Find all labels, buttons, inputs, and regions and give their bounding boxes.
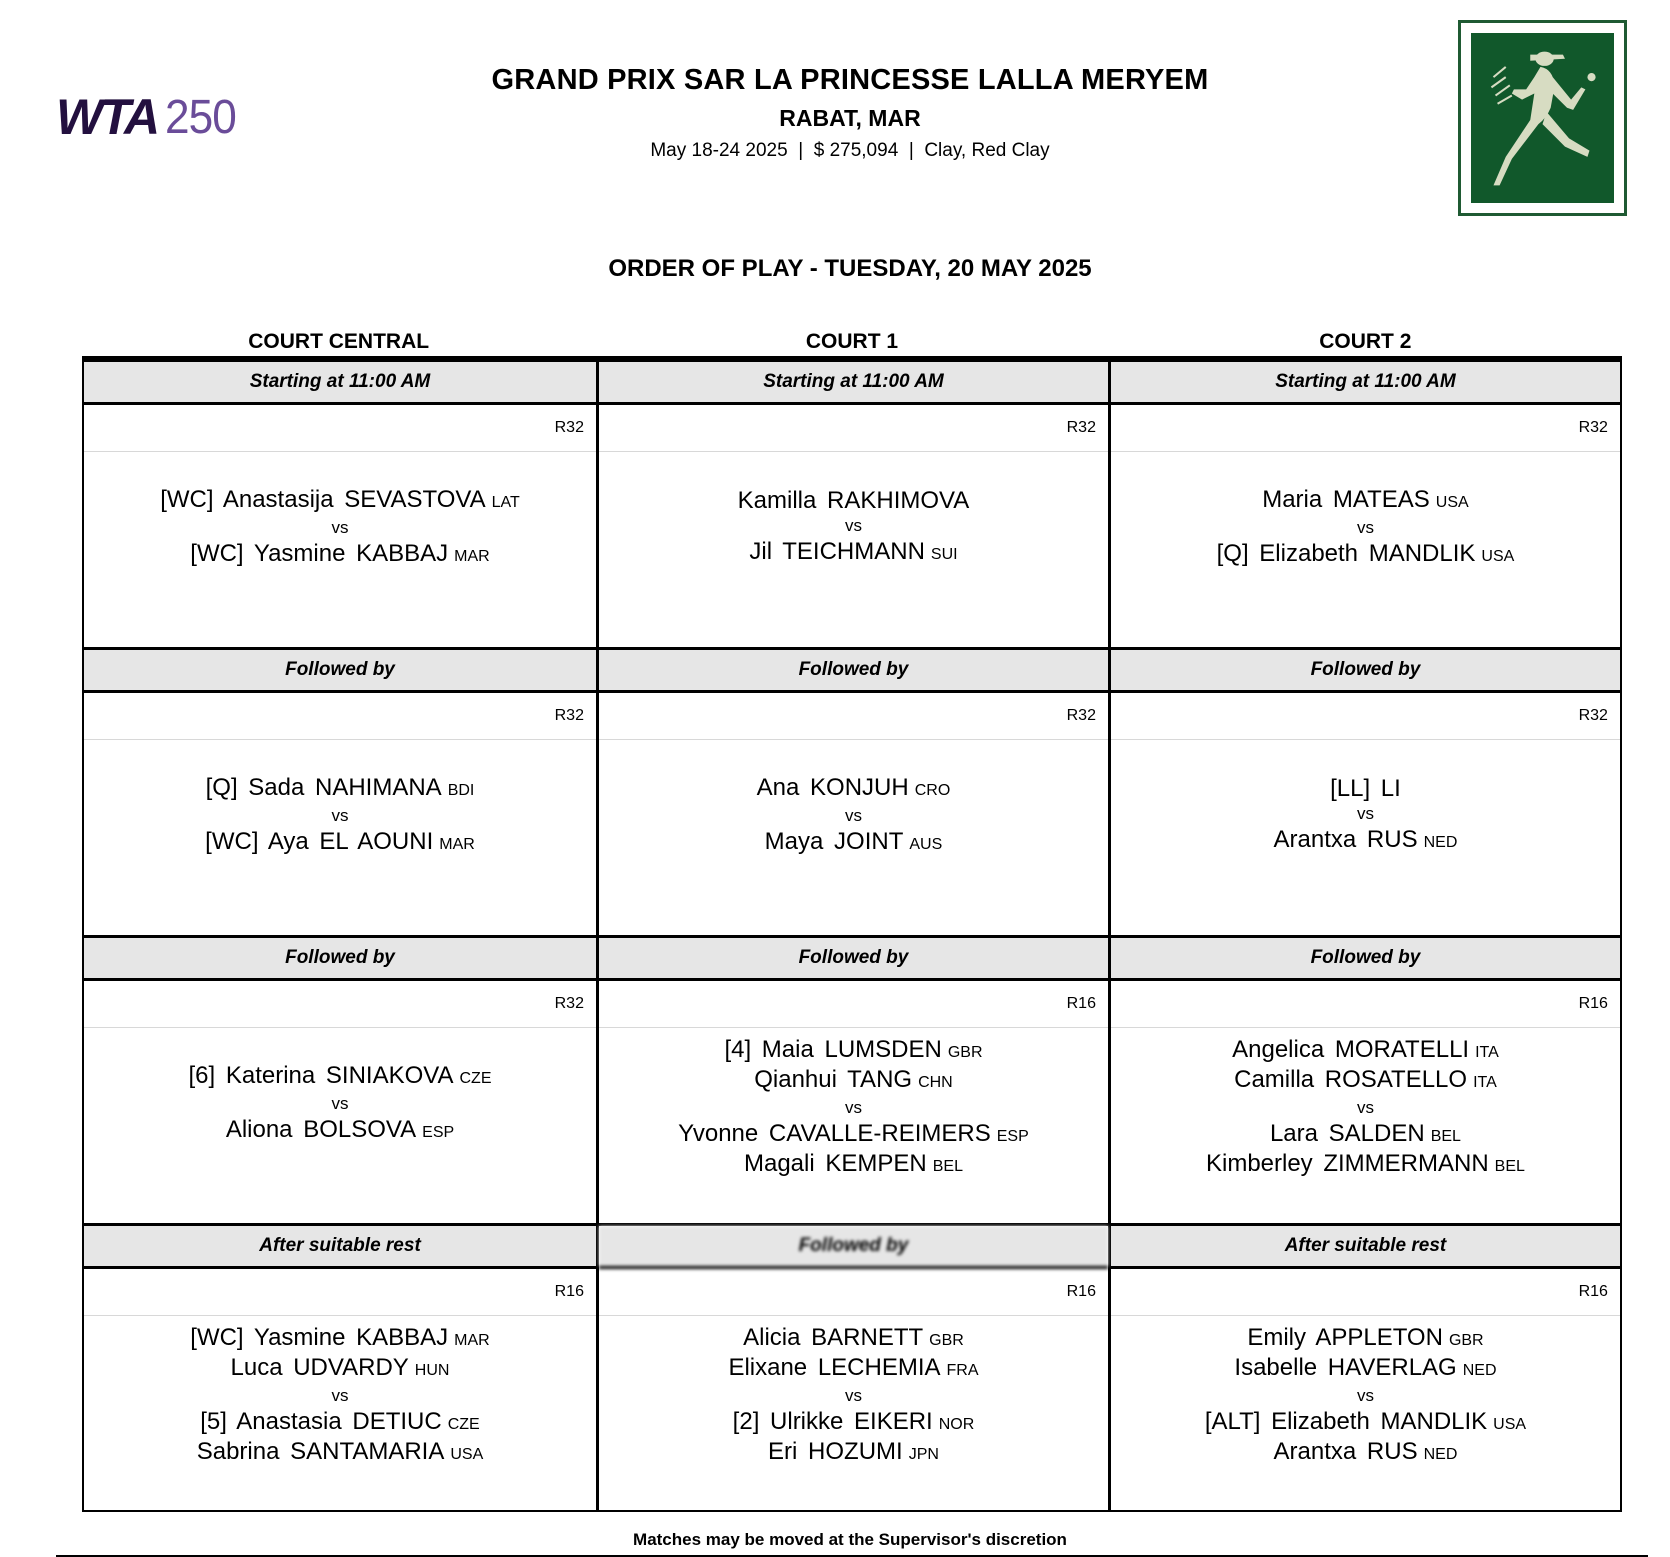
match-cell bbox=[1111, 693, 1620, 938]
vs-label: vs bbox=[844, 516, 862, 535]
player-nationality: BEL bbox=[932, 1158, 963, 1175]
player-row bbox=[1330, 775, 1401, 802]
footnote: Matches may be moved at the Supervisor's discretion bbox=[633, 1530, 1067, 1549]
vs-label: vs bbox=[844, 1098, 862, 1117]
player-name: Magali KEMPEN bbox=[743, 1150, 927, 1177]
player-row bbox=[1205, 1408, 1526, 1438]
round-row bbox=[599, 405, 1108, 452]
match-teams bbox=[84, 1028, 596, 1223]
schedule-band: Starting at 11:00 AM bbox=[1111, 362, 1620, 405]
vs-label: vs bbox=[1356, 804, 1374, 823]
round-label: R16 bbox=[1066, 1283, 1096, 1300]
meta-separator: | bbox=[798, 140, 804, 161]
round-label: R16 bbox=[1578, 995, 1608, 1012]
vs-label: vs bbox=[331, 805, 349, 825]
player-row bbox=[1274, 826, 1458, 856]
player-name: Qianhui TANG bbox=[754, 1066, 913, 1093]
match-teams bbox=[84, 1316, 596, 1510]
round-label: R32 bbox=[1578, 419, 1608, 436]
player-name: Sabrina SANTAMARIA bbox=[196, 1438, 445, 1465]
court-column bbox=[1108, 362, 1620, 1510]
match-cell bbox=[84, 405, 596, 650]
round-row bbox=[599, 1269, 1108, 1316]
match-teams bbox=[599, 1316, 1108, 1510]
match-teams bbox=[1111, 1028, 1620, 1223]
player-name: Arantxa RUS bbox=[1273, 826, 1418, 853]
player-name: Arantxa RUS bbox=[1273, 1438, 1418, 1465]
court-title: COURT 2 bbox=[1319, 330, 1412, 353]
schedule-band: Starting at 11:00 AM bbox=[599, 362, 1108, 405]
match-teams bbox=[84, 452, 596, 647]
player-name: Aliona BOLSOVA bbox=[225, 1115, 417, 1143]
logo-wta-text: WTA bbox=[56, 89, 158, 145]
tournament-emblem-icon bbox=[1458, 20, 1627, 216]
match-cell bbox=[599, 981, 1108, 1226]
player-nationality: ITA bbox=[1475, 1044, 1499, 1061]
match-cell bbox=[84, 693, 596, 938]
player-nationality: JPN bbox=[908, 1446, 939, 1463]
player-nationality: BDI bbox=[447, 781, 475, 799]
tournament-prize: $ 275,094 bbox=[813, 140, 899, 161]
vs-label: vs bbox=[331, 1093, 349, 1113]
player-name: [WC] Yasmine KABBAJ bbox=[190, 539, 449, 567]
tournament-location: RABAT, MAR bbox=[779, 105, 921, 131]
round-row bbox=[84, 693, 596, 740]
logo-tier-text: 250 bbox=[165, 91, 237, 144]
player-name: Emily APPLETON bbox=[1247, 1324, 1443, 1351]
player-nationality: ESP bbox=[422, 1123, 455, 1141]
player-row bbox=[1262, 486, 1469, 516]
schedule-band: After suitable rest bbox=[1111, 1226, 1620, 1269]
court-title: COURT CENTRAL bbox=[248, 330, 430, 353]
player-row bbox=[190, 540, 489, 570]
court-column bbox=[596, 362, 1108, 1510]
player-name: Camilla ROSATELLO bbox=[1234, 1066, 1468, 1093]
player-name: [WC] Anastasija SEVASTOVA bbox=[160, 485, 486, 513]
player-nationality: MAR bbox=[439, 835, 475, 853]
match-cell bbox=[1111, 1269, 1620, 1510]
player-row bbox=[160, 486, 520, 516]
tournament-dates: May 18-24 2025 bbox=[650, 140, 788, 161]
player-row bbox=[190, 1324, 489, 1354]
round-label: R32 bbox=[1066, 707, 1096, 724]
round-label: R32 bbox=[554, 419, 584, 436]
player-row bbox=[231, 1354, 450, 1384]
player-name: [2] Ulrikke EIKERI bbox=[732, 1408, 933, 1435]
player-row bbox=[1232, 1036, 1499, 1066]
match-teams bbox=[599, 1028, 1108, 1223]
match-teams bbox=[1111, 740, 1620, 935]
player-nationality: SUI bbox=[930, 546, 958, 563]
player-row bbox=[1234, 1354, 1496, 1384]
player-name: Alicia BARNETT bbox=[743, 1324, 924, 1351]
match-cell bbox=[84, 1269, 596, 1510]
player-row bbox=[188, 1062, 491, 1092]
tournament-surface: Clay, Red Clay bbox=[924, 140, 1050, 161]
schedule-band: After suitable rest bbox=[84, 1226, 596, 1269]
match-cell bbox=[1111, 405, 1620, 650]
player-row bbox=[754, 1066, 953, 1096]
player-name: [ALT] Elizabeth MANDLIK bbox=[1204, 1408, 1488, 1435]
round-row bbox=[1111, 1269, 1620, 1316]
vs-label: vs bbox=[844, 805, 862, 825]
player-row bbox=[1206, 1150, 1525, 1180]
round-label: R16 bbox=[1066, 995, 1096, 1012]
player-name: [Q] Elizabeth MANDLIK bbox=[1216, 539, 1476, 567]
player-nationality: NED bbox=[1462, 1362, 1497, 1379]
player-name: Yvonne CAVALLE-REIMERS bbox=[678, 1120, 991, 1147]
tournament-meta bbox=[0, 140, 1670, 162]
vs-label: vs bbox=[331, 1386, 349, 1405]
player-row bbox=[1270, 1120, 1461, 1150]
player-nationality: ESP bbox=[996, 1128, 1029, 1145]
player-row bbox=[678, 1120, 1029, 1150]
player-name: [WC] Yasmine KABBAJ bbox=[190, 1324, 449, 1351]
schedule-band: Followed by bbox=[599, 1226, 1108, 1269]
match-cell bbox=[1111, 981, 1620, 1226]
court-title: COURT 1 bbox=[805, 330, 899, 353]
player-nationality: NOR bbox=[938, 1416, 975, 1433]
schedule-band: Followed by bbox=[84, 938, 596, 981]
player-name: [4] Maia LUMSDEN bbox=[724, 1036, 942, 1063]
player-nationality: USA bbox=[1435, 493, 1469, 511]
player-row bbox=[1217, 540, 1515, 570]
player-row bbox=[1274, 1438, 1458, 1468]
schedule-band: Starting at 11:00 AM bbox=[84, 362, 596, 405]
vs-label: vs bbox=[1356, 1386, 1374, 1405]
player-name: [5] Anastasia DETIUC bbox=[200, 1408, 442, 1435]
player-name: Isabelle HAVERLAG bbox=[1234, 1354, 1457, 1381]
player-row bbox=[724, 1036, 982, 1066]
player-row bbox=[765, 828, 943, 858]
player-nationality: MAR bbox=[454, 547, 490, 565]
vs-label: vs bbox=[844, 1386, 862, 1405]
player-row bbox=[757, 774, 951, 804]
player-name: Angelica MORATELLI bbox=[1232, 1036, 1470, 1063]
round-label: R32 bbox=[554, 707, 584, 724]
player-name: Ana KONJUH bbox=[756, 773, 909, 801]
tennis-player-figure-icon bbox=[1471, 33, 1614, 203]
player-row bbox=[197, 1438, 484, 1468]
round-label: R32 bbox=[1066, 419, 1096, 436]
match-cell bbox=[599, 405, 1108, 650]
schedule-band: Followed by bbox=[84, 650, 596, 693]
schedule-band: Followed by bbox=[1111, 650, 1620, 693]
player-row bbox=[226, 1116, 454, 1146]
player-row bbox=[749, 538, 957, 568]
player-name: Eri HOZUMI bbox=[768, 1438, 903, 1465]
player-name: Kimberley ZIMMERMANN bbox=[1205, 1150, 1489, 1177]
player-nationality: BEL bbox=[1494, 1158, 1525, 1175]
vs-label: vs bbox=[1356, 517, 1374, 537]
player-name: Lara SALDEN bbox=[1269, 1120, 1425, 1147]
player-nationality: MAR bbox=[454, 1332, 490, 1349]
player-nationality: BEL bbox=[1430, 1128, 1461, 1145]
player-nationality: CHN bbox=[918, 1074, 953, 1091]
player-nationality: CZE bbox=[459, 1069, 492, 1087]
match-teams bbox=[599, 452, 1108, 647]
player-name: [6] Katerina SINIAKOVA bbox=[188, 1061, 454, 1089]
player-nationality: GBR bbox=[947, 1044, 983, 1061]
player-row bbox=[744, 1150, 963, 1180]
match-teams bbox=[1111, 1316, 1620, 1510]
player-row bbox=[738, 487, 970, 514]
order-of-play-heading: ORDER OF PLAY - TUESDAY, 20 MAY 2025 bbox=[608, 255, 1092, 282]
player-row bbox=[733, 1408, 975, 1438]
round-row bbox=[599, 693, 1108, 740]
round-row bbox=[1111, 693, 1620, 740]
player-name: Luca UDVARDY bbox=[230, 1354, 409, 1381]
player-name: Maya JOINT bbox=[764, 827, 904, 855]
player-nationality: FRA bbox=[946, 1362, 979, 1379]
player-nationality: USA bbox=[1493, 1416, 1527, 1433]
player-name: Kamilla RAKHIMOVA bbox=[737, 487, 970, 514]
round-label: R16 bbox=[1578, 1283, 1608, 1300]
player-nationality: NED bbox=[1423, 1446, 1458, 1463]
player-name: [LL] LI bbox=[1330, 775, 1401, 802]
player-row bbox=[728, 1354, 978, 1384]
schedule-grid bbox=[82, 356, 1622, 1512]
court-titles-row bbox=[82, 330, 1622, 354]
player-row bbox=[200, 1408, 479, 1438]
player-nationality: NED bbox=[1423, 834, 1458, 851]
player-nationality: USA bbox=[450, 1446, 484, 1463]
vs-label: vs bbox=[1356, 1098, 1374, 1117]
match-cell bbox=[599, 693, 1108, 938]
player-name: Jil TEICHMANN bbox=[749, 538, 925, 565]
tournament-header bbox=[0, 64, 1670, 162]
round-label: R32 bbox=[554, 995, 584, 1012]
player-row bbox=[768, 1438, 939, 1468]
player-row bbox=[1247, 1324, 1483, 1354]
tournament-title: GRAND PRIX SAR LA PRINCESSE LALLA MERYEM bbox=[491, 64, 1209, 96]
schedule-band: Followed by bbox=[599, 938, 1108, 981]
round-row bbox=[84, 981, 596, 1028]
court-column bbox=[84, 362, 596, 1510]
schedule-band: Followed by bbox=[599, 650, 1108, 693]
player-row bbox=[205, 828, 475, 858]
round-row bbox=[1111, 405, 1620, 452]
player-nationality: CZE bbox=[447, 1416, 480, 1433]
player-nationality: CRO bbox=[914, 781, 951, 799]
player-nationality: USA bbox=[1481, 547, 1515, 565]
player-nationality: LAT bbox=[491, 493, 520, 511]
player-nationality: GBR bbox=[929, 1332, 964, 1349]
round-row bbox=[84, 405, 596, 452]
meta-separator: | bbox=[908, 140, 914, 161]
player-name: [Q] Sada NAHIMANA bbox=[205, 773, 442, 801]
round-row bbox=[599, 981, 1108, 1028]
player-row bbox=[743, 1324, 964, 1354]
match-cell bbox=[84, 981, 596, 1226]
player-row bbox=[206, 774, 475, 804]
player-nationality: AUS bbox=[909, 835, 943, 853]
schedule-band: Followed by bbox=[1111, 938, 1620, 981]
round-label: R32 bbox=[1578, 707, 1608, 724]
round-label: R16 bbox=[554, 1283, 584, 1300]
player-nationality: ITA bbox=[1473, 1074, 1497, 1091]
player-name: Maria MATEAS bbox=[1262, 485, 1430, 513]
player-row bbox=[1234, 1066, 1497, 1096]
player-nationality: HUN bbox=[414, 1362, 450, 1379]
match-teams bbox=[84, 740, 596, 935]
match-teams bbox=[599, 740, 1108, 935]
player-nationality: GBR bbox=[1448, 1332, 1484, 1349]
round-row bbox=[84, 1269, 596, 1316]
player-name: Elixane LECHEMIA bbox=[728, 1354, 941, 1381]
match-cell bbox=[599, 1269, 1108, 1510]
round-row bbox=[1111, 981, 1620, 1028]
vs-label: vs bbox=[331, 517, 349, 537]
match-teams bbox=[1111, 452, 1620, 647]
player-name: [WC] Aya EL AOUNI bbox=[205, 827, 434, 855]
